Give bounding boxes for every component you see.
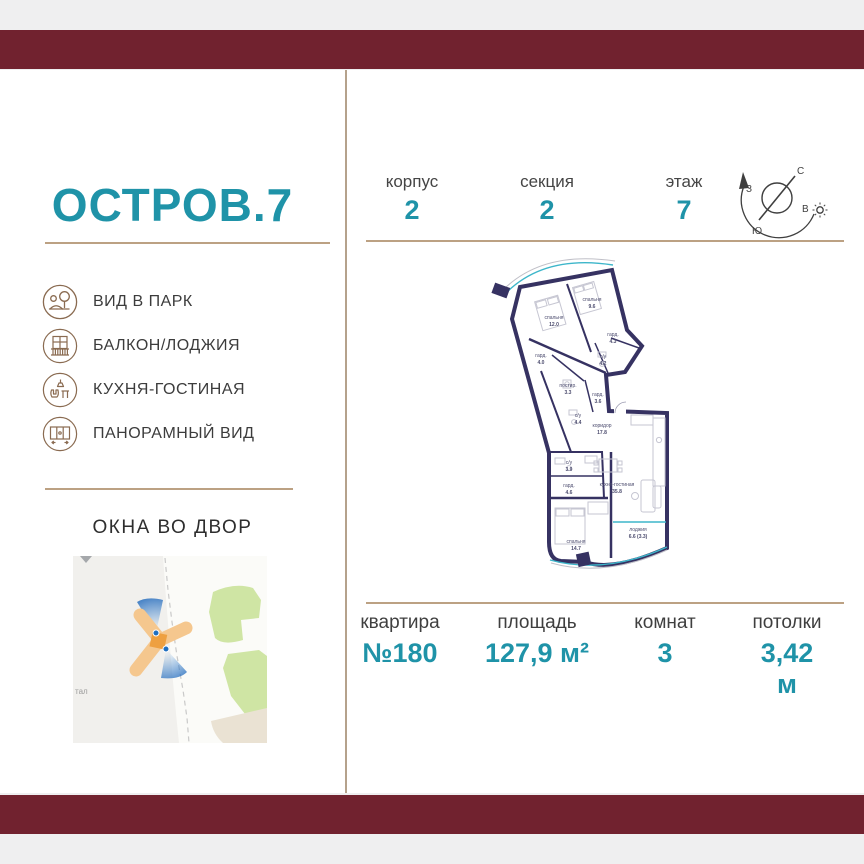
courtyard-divider-line [45, 488, 293, 490]
svg-text:спальня: спальня [544, 315, 564, 321]
stat-value: 127,9 м² [484, 638, 590, 668]
header-label: корпус [385, 172, 439, 191]
svg-text:12.0: 12.0 [549, 322, 559, 328]
svg-text:с/у: с/у [599, 354, 607, 360]
map-marker-dot [163, 646, 169, 652]
feature-label: БАЛКОН/ЛОДЖИЯ [93, 337, 241, 354]
stat-value: 3 [657, 638, 673, 668]
feature-label: ПАНОРАМНЫЙ ВИД [93, 425, 255, 442]
svg-text:3.3: 3.3 [564, 390, 572, 396]
bottom-brand-band [0, 795, 864, 834]
svg-text:гард.: гард. [563, 483, 575, 489]
header-value: 7 [676, 195, 692, 225]
svg-text:кухня-гостиная: кухня-гостиная [599, 482, 635, 488]
courtyard-map [73, 556, 267, 743]
compass-west-label: З [746, 184, 753, 195]
svg-text:с/у: с/у [574, 413, 582, 419]
park-view-icon [42, 284, 78, 320]
svg-text:3.6: 3.6 [594, 399, 602, 405]
balcony-icon [42, 328, 78, 364]
feature-item-kitchen-living [42, 372, 342, 408]
compass-north-label: С [797, 166, 805, 177]
stat-apartment [360, 612, 439, 669]
kitchen-living-icon [42, 372, 78, 408]
floor-plan [345, 240, 864, 620]
feature-label: КУХНЯ-ГОСТИНАЯ [93, 381, 246, 398]
header-label: этаж [665, 172, 703, 191]
header-item-section [520, 172, 574, 226]
stat-value: 3,42 м [760, 638, 814, 699]
svg-text:4.0: 4.0 [537, 360, 545, 366]
svg-text:6.6 (3.3): 6.6 (3.3) [628, 534, 648, 540]
feature-item-park-view [42, 284, 342, 320]
courtyard-title: ОКНА ВО ДВОР [92, 517, 253, 538]
plan-outer-walls [512, 270, 667, 565]
svg-text:гард.: гард. [607, 332, 619, 338]
svg-text:4.3: 4.3 [609, 339, 617, 345]
svg-text:спальня: спальня [566, 539, 586, 545]
stat-label: потолки [752, 612, 822, 633]
svg-text:постир.: постир. [559, 383, 577, 389]
svg-text:коридор: коридор [592, 423, 612, 429]
stat-value: №180 [362, 638, 438, 668]
header-item-floor [666, 172, 703, 226]
panoramic-view-icon [42, 416, 78, 452]
svg-text:4.2: 4.2 [599, 361, 607, 367]
stat-area [485, 612, 589, 669]
svg-text:4.6: 4.6 [565, 490, 573, 496]
compass-south-label: Ю [752, 226, 763, 237]
compass-east-label: В [802, 204, 809, 215]
header-value: 2 [404, 195, 420, 225]
svg-text:гард.: гард. [592, 392, 604, 398]
svg-text:гард.: гард. [535, 353, 547, 359]
svg-text:3.9: 3.9 [565, 467, 573, 473]
svg-text:с/у: с/у [565, 460, 573, 466]
logo-underline [45, 242, 330, 244]
svg-text:17.8: 17.8 [597, 430, 607, 436]
feature-label: ВИД В ПАРК [93, 293, 193, 310]
map-marker-dot [153, 630, 159, 636]
svg-text:спальня: спальня [582, 297, 602, 303]
feature-item-panoramic [42, 416, 342, 452]
feature-item-balcony [42, 328, 342, 364]
svg-text:14.7: 14.7 [571, 546, 581, 552]
svg-text:лоджия: лоджия [629, 527, 647, 533]
map-street-label: тал [75, 687, 88, 696]
stat-label: площадь [497, 612, 577, 633]
header-label: секция [520, 172, 574, 191]
svg-text:9.6: 9.6 [588, 304, 596, 310]
project-logo: ОСТРОВ.7 [51, 179, 294, 231]
header-item-building [386, 172, 439, 226]
stat-label: квартира [360, 612, 440, 633]
compass-icon [728, 156, 838, 248]
svg-text:35.8: 35.8 [612, 489, 622, 495]
stat-ceiling [749, 612, 826, 700]
svg-text:4.4: 4.4 [574, 420, 582, 426]
top-brand-band [0, 30, 864, 69]
stat-label: комнат [634, 612, 696, 633]
stat-rooms [634, 612, 696, 669]
header-value: 2 [539, 195, 555, 225]
